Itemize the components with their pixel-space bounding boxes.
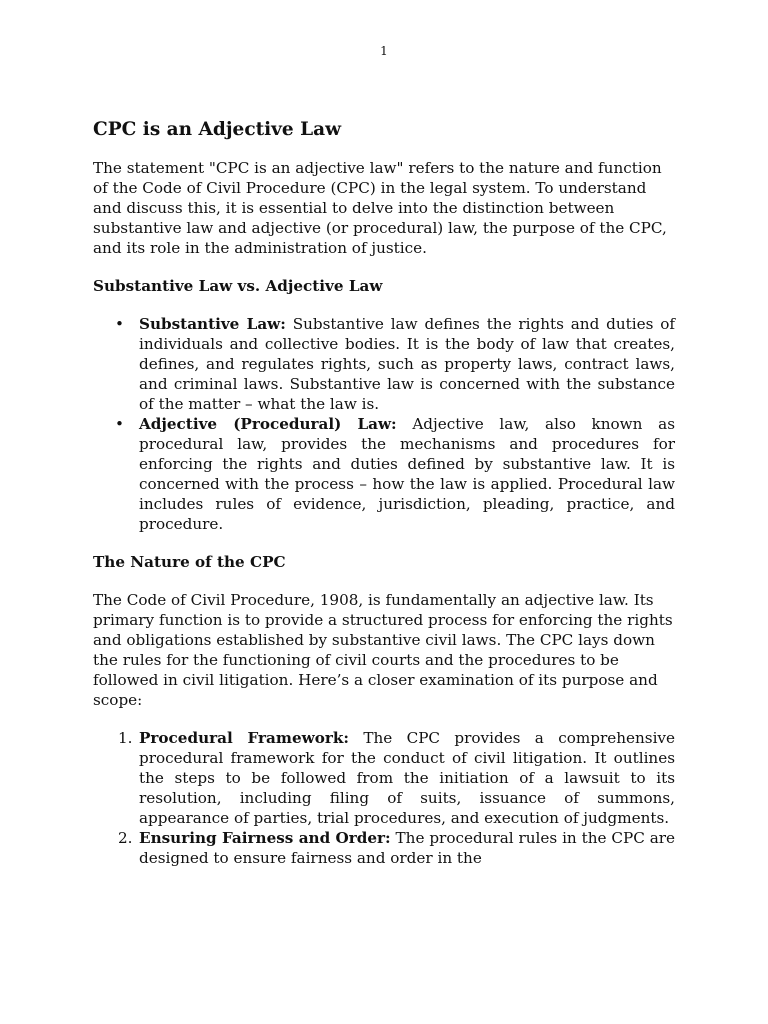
term-fairness-and-order: Ensuring Fairness and Order: [139, 829, 391, 847]
bullet-marker: • [115, 315, 124, 333]
bullet-marker: • [115, 415, 124, 433]
term-procedural-framework: Procedural Framework: [139, 729, 349, 747]
law-types-list [93, 314, 675, 534]
list-number: 2. [118, 829, 133, 847]
term-adjective-law: Adjective (Procedural) Law: [139, 415, 397, 433]
list-item-fairness-and-order [93, 828, 675, 868]
section-heading-nature-of-cpc: The Nature of the CPC [93, 553, 286, 571]
document-title: CPC is an Adjective Law [93, 119, 342, 140]
list-item-procedural-framework [93, 728, 675, 828]
definition-substantive-law: Substantive law defines the rights and duties of individuals and collective bodies. It is the body of law that creates, defines, and regulates rights, such as property laws, contract laws, and criminal laws. Substantive law is concerned with the substance of the matter – what the law is. [139, 315, 675, 413]
nature-paragraph: The Code of Civil Procedure, 1908, is fundamentally an adjective law. Its primary function is to provide a structured process for enforcing the rights and obligations established by substantive civil laws. The CPC lays down the rules for the functioning of civil courts and the procedures to be followed in civil litigation. Here’s a closer examination of its purpose and scope: [93, 591, 673, 709]
section-heading-substantive-vs-adjective: Substantive Law vs. Adjective Law [93, 277, 383, 295]
text-procedural-framework: The CPC provides a comprehensive procedural framework for the conduct of civil litigation. It outlines the steps to be followed from the initiation of a lawsuit to its resolution, including filing of suits, issuance of summons, appearance of parties, trial procedures, and execution of judgments. [139, 729, 675, 827]
document-body [93, 118, 675, 868]
text-fairness-and-order: The procedural rules in the CPC are designed to ensure fairness and order in the [139, 829, 675, 867]
list-item-substantive-law [93, 314, 675, 414]
list-number: 1. [118, 729, 133, 747]
list-item-adjective-law [93, 414, 675, 534]
page-number: 1 [380, 44, 388, 58]
intro-paragraph: The statement "CPC is an adjective law" refers to the nature and function of the Code of Civil Procedure (CPC) in the legal system. To understand and discuss this, it is essential to delve into the distinction between substantive law and adjective (or procedural) law, the purpose of the CPC, and its role in the administration of justice. [93, 159, 667, 257]
definition-adjective-law: Adjective law, also known as procedural law, provides the mechanisms and procedures for enforcing the rights and duties defined by substantive law. It is concerned with the process – how the law is applied. Procedural law includes rules of evidence, jurisdiction, pleading, practice, and procedure. [139, 415, 675, 533]
cpc-purpose-list [93, 728, 675, 868]
term-substantive-law: Substantive Law: [139, 315, 286, 333]
